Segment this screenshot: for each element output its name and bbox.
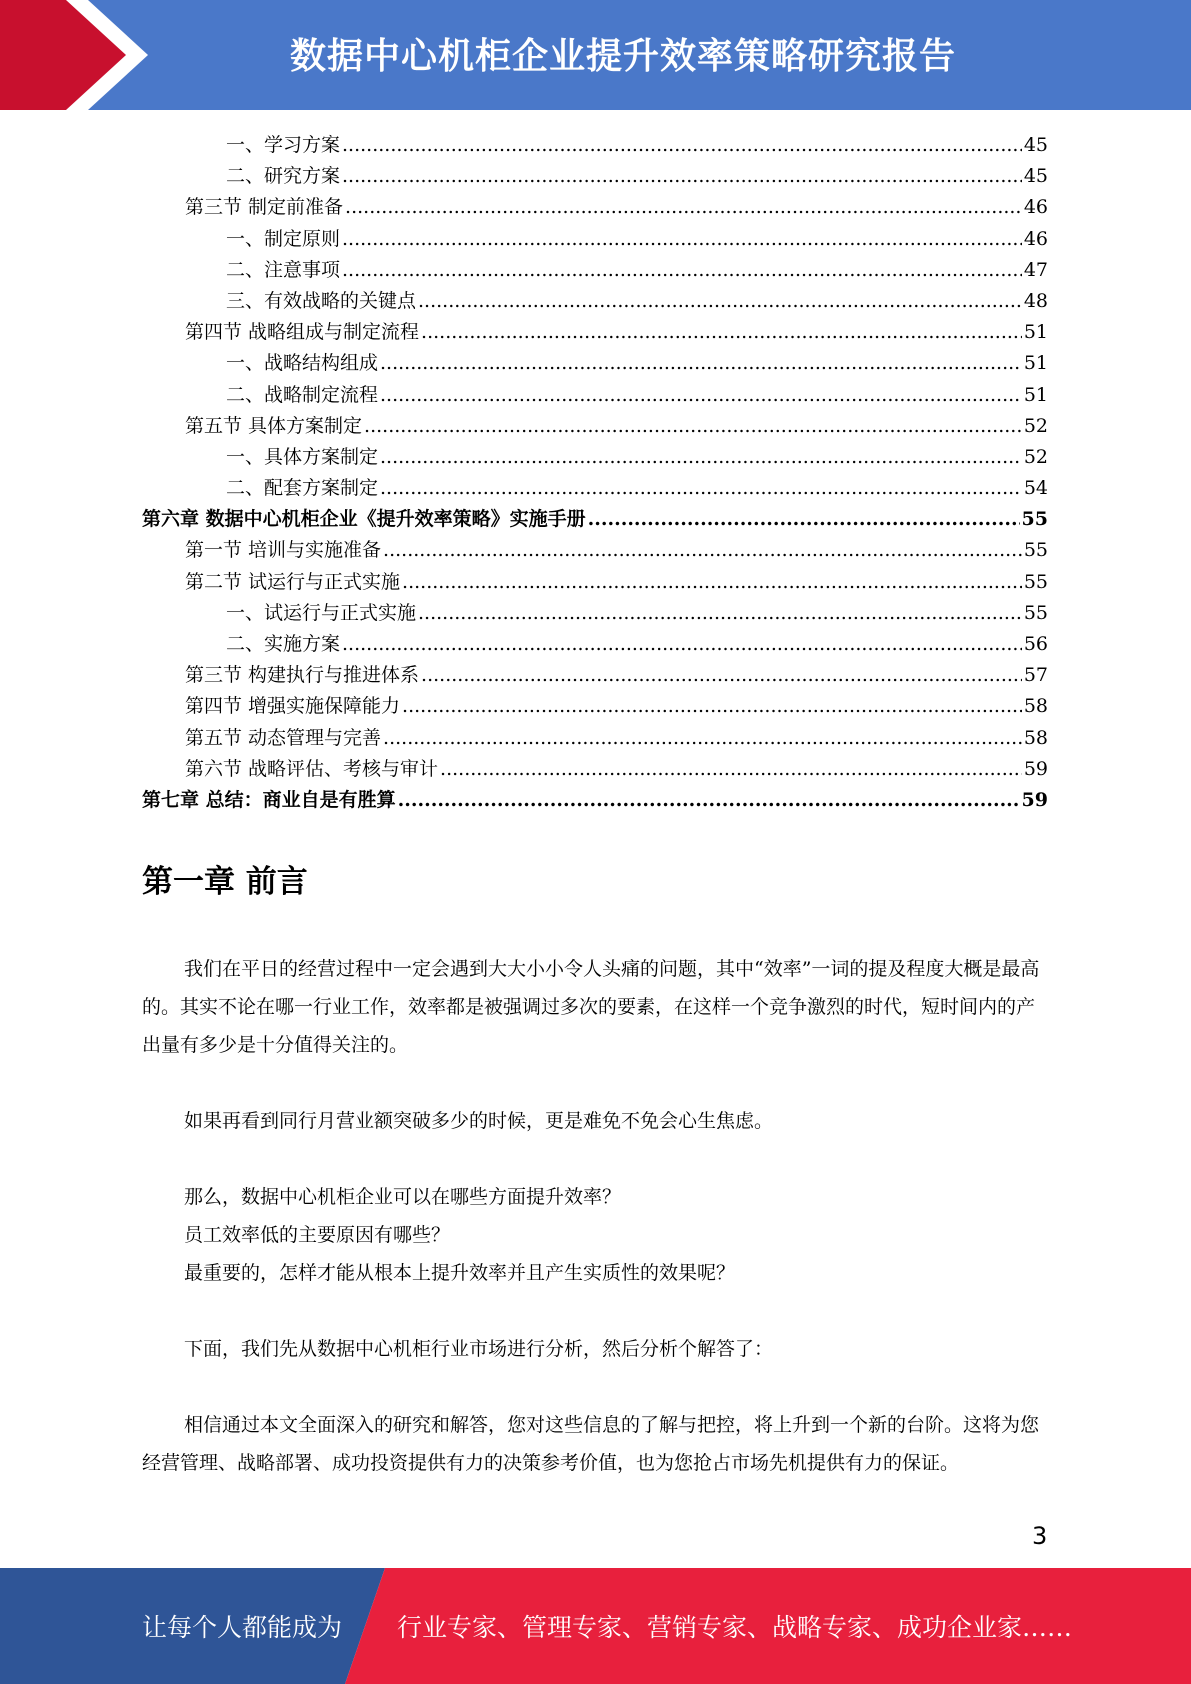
toc-entry-title: 一、试运行与正式实施 xyxy=(226,601,417,624)
toc-leader-dots xyxy=(440,754,1022,785)
toc-entry-page: 59 xyxy=(1021,788,1048,811)
toc-leader-dots xyxy=(342,130,1022,161)
toc-entry-page: 46 xyxy=(1023,227,1048,250)
page-number: 3 xyxy=(1032,1522,1048,1550)
table-of-contents xyxy=(142,130,1048,816)
toc-entry[interactable] xyxy=(142,317,1048,348)
toc-entry-title: 二、研究方案 xyxy=(226,165,341,188)
toc-entry[interactable] xyxy=(142,130,1048,161)
chapter-heading: 第一章 前言 xyxy=(142,864,308,900)
toc-entry[interactable] xyxy=(142,598,1048,629)
toc-entry-page: 55 xyxy=(1021,508,1048,531)
toc-entry-page: 51 xyxy=(1023,352,1048,375)
toc-entry-title: 二、注意事项 xyxy=(226,258,341,281)
toc-entry[interactable] xyxy=(142,348,1048,379)
toc-entry[interactable] xyxy=(142,785,1048,816)
toc-leader-dots xyxy=(402,691,1022,722)
toc-leader-dots xyxy=(364,411,1022,442)
question-1: 那么，数据中心机柜企业可以在哪些方面提升效率？ xyxy=(184,1186,622,1208)
toc-leader-dots xyxy=(418,598,1022,629)
toc-entry[interactable] xyxy=(142,723,1048,754)
toc-entry-title: 二、实施方案 xyxy=(226,633,341,655)
toc-leader-dots xyxy=(380,380,1022,411)
toc-leader-dots xyxy=(380,473,1022,504)
toc-entry-title: 第四节 增强实施保障能力 xyxy=(185,695,401,718)
toc-entry-page: 59 xyxy=(1023,757,1048,780)
toc-entry-page: 48 xyxy=(1023,289,1048,312)
toc-entry-page: 51 xyxy=(1023,383,1048,406)
toc-entry[interactable] xyxy=(142,567,1048,598)
toc-entry-title: 第五节 具体方案制定 xyxy=(185,414,363,437)
footer-slogan-left: 让每个人都能成为 xyxy=(142,1613,343,1642)
toc-entry-page: 55 xyxy=(1023,570,1048,593)
toc-leader-dots xyxy=(345,192,1022,223)
toc-entry[interactable] xyxy=(142,161,1048,192)
toc-entry-title: 二、战略制定流程 xyxy=(226,383,379,406)
toc-entry-title: 一、具体方案制定 xyxy=(226,445,379,468)
toc-entry[interactable] xyxy=(142,754,1048,785)
toc-leader-dots xyxy=(402,567,1022,598)
toc-leader-dots xyxy=(421,660,1022,691)
paragraph-anxiety: 如果再看到同行月营业额突破多少的时候，更是难免不免会心生焦虑。 xyxy=(184,1110,774,1132)
footer-slogan-right: 行业专家、管理专家、营销专家、战略专家、成功企业家…… xyxy=(397,1613,1073,1642)
toc-entry-title: 一、学习方案 xyxy=(226,134,341,156)
toc-leader-dots xyxy=(383,723,1022,754)
toc-entry[interactable] xyxy=(142,535,1048,566)
toc-leader-dots xyxy=(342,629,1022,660)
toc-entry[interactable] xyxy=(142,192,1048,223)
toc-entry-title: 一、战略结构组成 xyxy=(226,352,379,375)
question-3: 最重要的，怎样才能从根本上提升效率并且产生实质性的效果呢？ xyxy=(184,1262,736,1284)
toc-entry[interactable] xyxy=(142,286,1048,317)
toc-entry-page: 54 xyxy=(1023,477,1048,500)
toc-entry-page: 56 xyxy=(1023,633,1048,655)
toc-entry-title: 第五节 动态管理与完善 xyxy=(185,726,382,749)
question-2: 员工效率低的主要原因有哪些？ xyxy=(184,1224,451,1246)
toc-leader-dots xyxy=(398,785,1020,816)
toc-entry-page: 55 xyxy=(1023,539,1048,562)
toc-entry[interactable] xyxy=(142,504,1048,535)
toc-leader-dots xyxy=(342,255,1022,286)
page-footer xyxy=(0,1568,1191,1684)
toc-entry-page: 51 xyxy=(1023,321,1048,344)
toc-entry[interactable] xyxy=(142,255,1048,286)
toc-entry-title: 第三节 制定前准备 xyxy=(185,196,344,219)
toc-entry-title: 一、制定原则 xyxy=(226,227,341,250)
toc-entry-page: 58 xyxy=(1023,695,1048,718)
toc-entry-page: 52 xyxy=(1023,414,1048,437)
toc-entry-title: 第一节 培训与实施准备 xyxy=(185,539,382,562)
toc-leader-dots xyxy=(342,224,1022,255)
toc-entry[interactable] xyxy=(142,442,1048,473)
toc-leader-dots xyxy=(421,317,1022,348)
toc-entry-page: 57 xyxy=(1023,664,1048,687)
toc-leader-dots xyxy=(380,442,1022,473)
toc-entry-page: 45 xyxy=(1023,134,1048,156)
toc-entry-title: 第三节 构建执行与推进体系 xyxy=(185,664,420,687)
toc-entry[interactable] xyxy=(142,660,1048,691)
toc-entry[interactable] xyxy=(142,473,1048,504)
page-header xyxy=(0,0,1191,110)
paragraph-conclusion: 相信通过本文全面深入的研究和解答，您对这些信息的了解与把控，将上升到一个新的台阶。这将为您经营管理、战略部署、成功投资提供有力的决策参考价值，也为您抢占市场先机提供有力的保证。 xyxy=(142,1414,1040,1474)
toc-entry-title: 第四节 战略组成与制定流程 xyxy=(185,321,420,344)
toc-entry-title: 第七章 总结：商业自是有胜算 xyxy=(142,788,396,811)
toc-leader-dots xyxy=(418,286,1022,317)
toc-leader-dots xyxy=(380,348,1022,379)
toc-entry-page: 45 xyxy=(1023,165,1048,188)
paragraph-analysis: 下面，我们先从数据中心机柜行业市场进行分析，然后分析个解答了： xyxy=(184,1338,774,1360)
toc-entry-title: 二、配套方案制定 xyxy=(226,477,379,500)
toc-entry-title: 第二节 试运行与正式实施 xyxy=(185,570,401,593)
toc-entry-title: 第六章 数据中心机柜企业《提升效率策略》实施手册 xyxy=(142,508,586,531)
toc-entry-page: 46 xyxy=(1023,196,1048,219)
toc-entry-page: 55 xyxy=(1023,601,1048,624)
toc-entry-page: 52 xyxy=(1023,445,1048,468)
paragraph-intro: 我们在平日的经营过程中一定会遇到大大小小令人头痛的问题，其中“效率”一词的提及程度大概是最高的。其实不论在哪一行业工作，效率都是被强调过多次的要素，在这样一个竞争激烈的时代，短时间内的产出量有多少是十分值得关注的。 xyxy=(142,958,1040,1056)
toc-leader-dots xyxy=(383,535,1022,566)
toc-entry[interactable] xyxy=(142,691,1048,722)
toc-leader-dots xyxy=(342,161,1022,192)
toc-leader-dots xyxy=(588,504,1020,535)
toc-entry[interactable] xyxy=(142,224,1048,255)
toc-entry[interactable] xyxy=(142,411,1048,442)
toc-entry-title: 第六节 战略评估、考核与审计 xyxy=(185,757,439,780)
toc-entry[interactable] xyxy=(142,380,1048,411)
toc-entry-title: 三、有效战略的关键点 xyxy=(226,289,417,312)
toc-entry-page: 47 xyxy=(1023,258,1048,281)
toc-entry-page: 58 xyxy=(1023,726,1048,749)
toc-entry[interactable] xyxy=(142,629,1048,660)
document-title: 数据中心机柜企业提升效率策略研究报告 xyxy=(290,36,957,77)
